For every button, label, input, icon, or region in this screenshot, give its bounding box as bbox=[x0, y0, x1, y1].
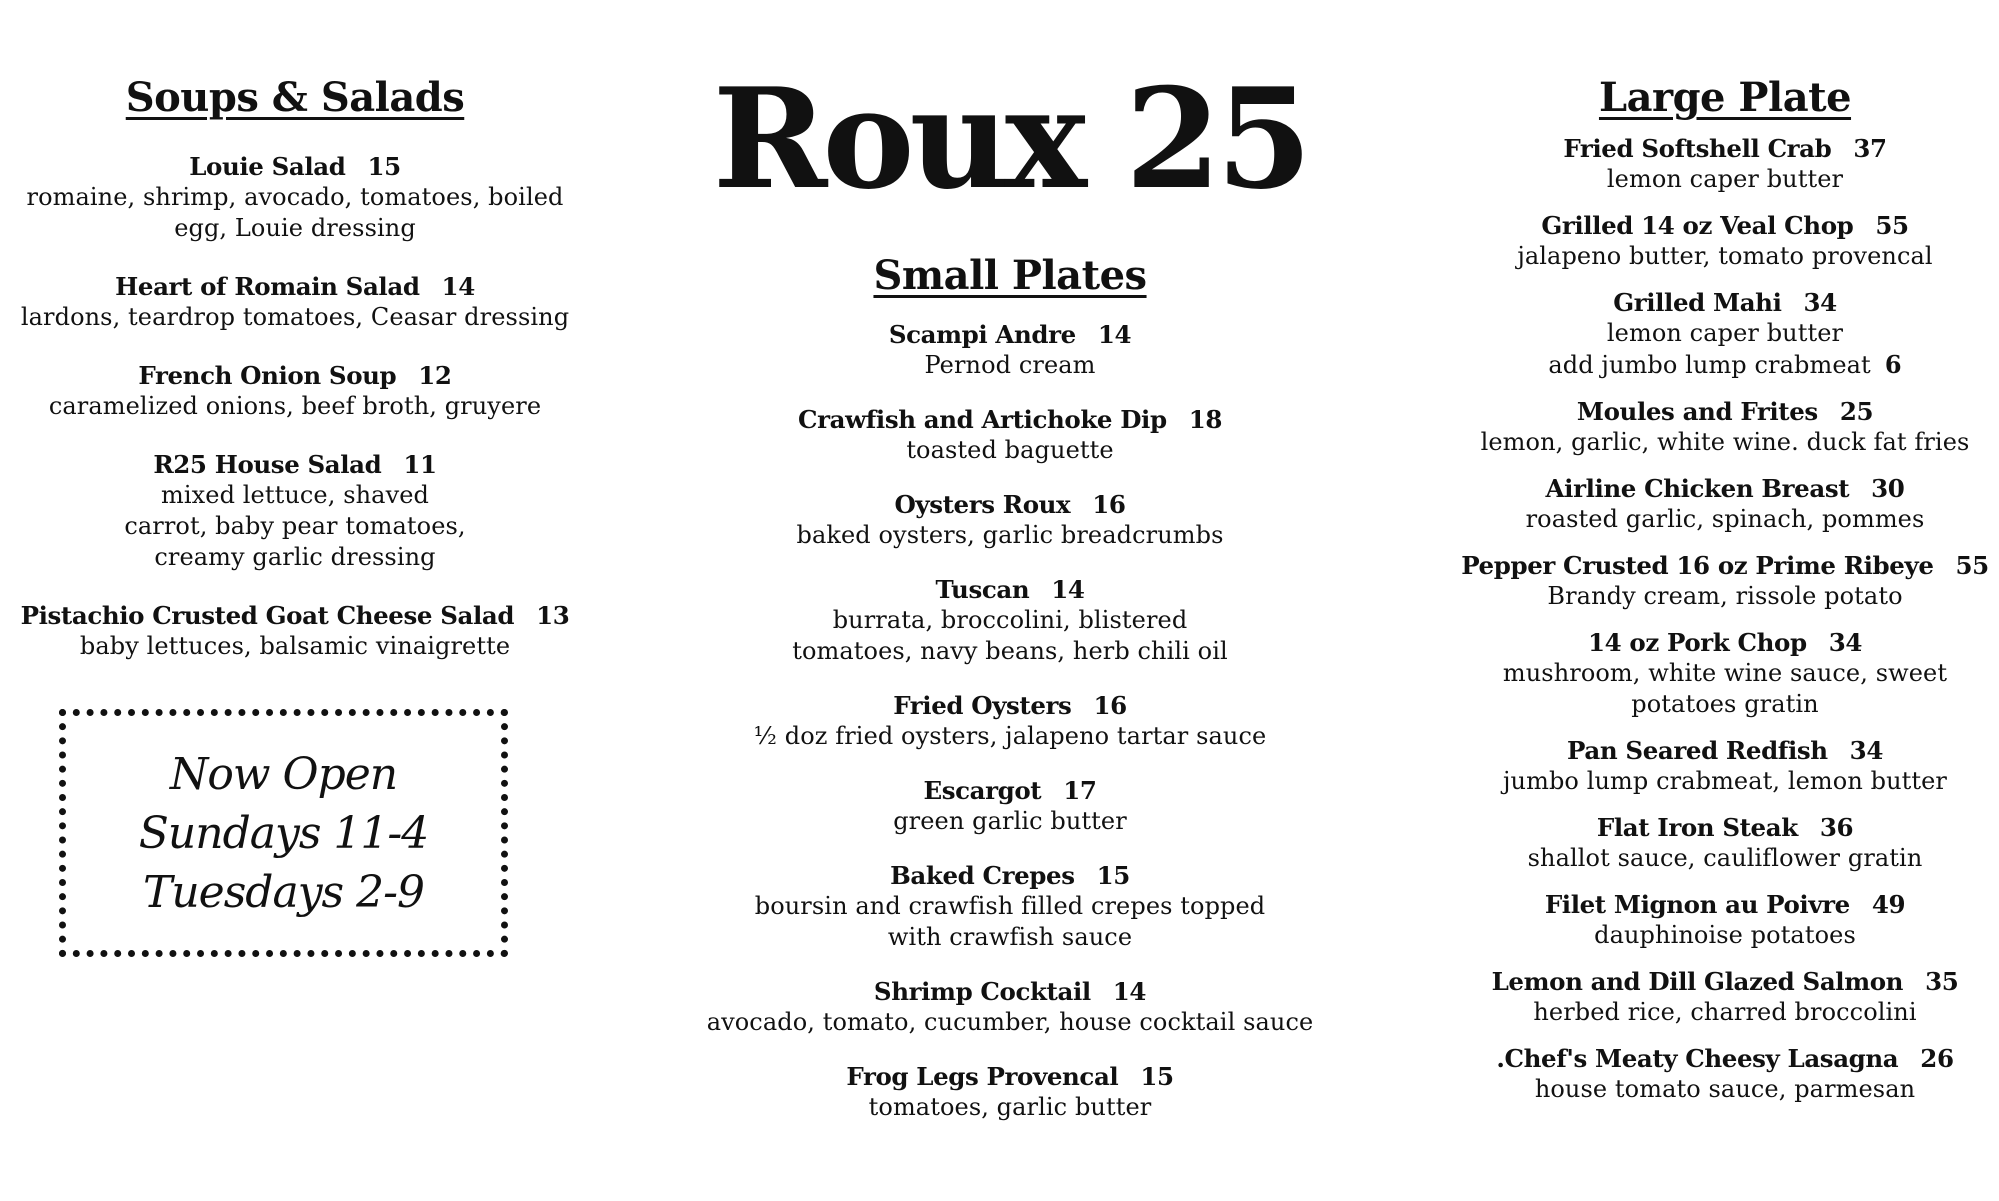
item-name: Louie Salad bbox=[189, 152, 346, 181]
item-description: Pernod cream bbox=[924, 351, 1096, 379]
item-price: 34 bbox=[1849, 736, 1883, 765]
item-description: burrata, broccolini, blistered tomatoes, navy beans, herb chili oil bbox=[792, 606, 1228, 665]
addon-price: 6 bbox=[1884, 350, 1902, 379]
item-name: Baked Crepes bbox=[890, 861, 1075, 890]
item-description: house tomato sauce, parmesan bbox=[1534, 1075, 1916, 1103]
item-description: tomatoes, garlic butter bbox=[868, 1093, 1152, 1121]
menu-item bbox=[1450, 1043, 1999, 1105]
menu-item bbox=[1450, 889, 1999, 951]
item-price: 55 bbox=[1875, 211, 1909, 240]
hours-tuesdays: Tuesdays 2-9 bbox=[143, 866, 424, 918]
menu-item bbox=[1450, 473, 1999, 535]
item-price: 17 bbox=[1063, 776, 1097, 805]
item-description: mushroom, white wine sauce, sweet potatoes gratin bbox=[1502, 659, 1948, 718]
item-price: 55 bbox=[1955, 551, 1989, 580]
item-name: Moules and Frites bbox=[1576, 397, 1818, 426]
hours-box bbox=[59, 709, 508, 957]
item-description: green garlic butter bbox=[893, 807, 1127, 835]
item-description: herbed rice, charred broccolini bbox=[1533, 998, 1917, 1026]
item-description: romaine, shrimp, avocado, tomatoes, boiled egg, Louie dressing bbox=[26, 183, 564, 242]
item-price: 18 bbox=[1188, 405, 1222, 434]
item-description: boursin and crawfish filled crepes topped with crawfish sauce bbox=[754, 892, 1266, 951]
item-price: 49 bbox=[1871, 890, 1906, 919]
item-price: 15 bbox=[1140, 1062, 1174, 1091]
addon-label: add jumbo lump crabmeat bbox=[1548, 351, 1871, 379]
item-name: Filet Mignon au Poivre bbox=[1544, 890, 1850, 919]
item-description: Brandy cream, rissole potato bbox=[1547, 582, 1903, 610]
item-description: roasted garlic, spinach, pommes bbox=[1525, 505, 1925, 533]
item-addon bbox=[1450, 349, 1999, 381]
item-price: 37 bbox=[1853, 134, 1887, 163]
item-name: Escargot bbox=[923, 776, 1042, 805]
item-price: 12 bbox=[418, 361, 452, 390]
menu-item bbox=[0, 600, 590, 662]
item-price: 15 bbox=[367, 152, 401, 181]
restaurant-name: Roux 25 bbox=[712, 57, 1308, 220]
item-price: 16 bbox=[1092, 490, 1126, 519]
item-description: lemon caper butter bbox=[1606, 165, 1844, 193]
menu-item bbox=[1450, 133, 1999, 195]
item-price: 26 bbox=[1920, 1044, 1954, 1073]
menu-item bbox=[700, 489, 1320, 551]
item-description: avocado, tomato, cucumber, house cocktail sauce bbox=[706, 1008, 1314, 1036]
item-description: shallot sauce, cauliflower gratin bbox=[1527, 844, 1923, 872]
hours-now-open: Now Open bbox=[169, 748, 398, 800]
item-name: Scampi Andre bbox=[888, 320, 1076, 349]
small-plates-column bbox=[700, 57, 1320, 1123]
item-description: lemon, garlic, white wine. duck fat fries bbox=[1480, 428, 1970, 456]
item-price: 15 bbox=[1096, 861, 1130, 890]
menu-item bbox=[700, 574, 1320, 667]
menu-item bbox=[700, 319, 1320, 381]
menu-item bbox=[0, 151, 590, 244]
item-price: 14 bbox=[1097, 320, 1132, 349]
item-description: mixed lettuce, shaved carrot, baby pear tomatoes, creamy garlic dressing bbox=[124, 481, 466, 571]
item-name: Grilled 14 oz Veal Chop bbox=[1541, 211, 1854, 240]
menu-item bbox=[700, 1061, 1320, 1123]
item-name: Oysters Roux bbox=[894, 490, 1071, 519]
menu-item bbox=[1450, 210, 1999, 272]
item-price: 14 bbox=[1051, 575, 1085, 604]
soups-salads-column bbox=[0, 74, 590, 662]
menu-item bbox=[1450, 812, 1999, 874]
item-name: Heart of Romain Salad bbox=[115, 272, 420, 301]
item-description: dauphinoise potatoes bbox=[1594, 921, 1856, 949]
item-name: Crawfish and Artichoke Dip bbox=[798, 405, 1167, 434]
item-description: toasted baguette bbox=[906, 436, 1114, 464]
item-name: .Chef's Meaty Cheesy Lasagna bbox=[1496, 1044, 1899, 1073]
item-description: lemon caper butter bbox=[1606, 319, 1844, 347]
large-plate-heading: Large Plate bbox=[1598, 74, 1852, 121]
item-description: caramelized onions, beef broth, gruyere bbox=[48, 392, 542, 420]
item-name: Frog Legs Provencal bbox=[846, 1062, 1119, 1091]
menu-item bbox=[0, 271, 590, 333]
menu-item bbox=[700, 404, 1320, 466]
large-plate-column bbox=[1450, 74, 1999, 1105]
item-name: Shrimp Cocktail bbox=[873, 977, 1091, 1006]
item-name: Lemon and Dill Glazed Salmon bbox=[1491, 967, 1904, 996]
small-plates-heading: Small Plates bbox=[873, 252, 1147, 299]
item-price: 35 bbox=[1925, 967, 1959, 996]
menu-item bbox=[1450, 966, 1999, 1028]
item-price: 16 bbox=[1093, 691, 1127, 720]
menu-item bbox=[700, 860, 1320, 953]
item-price: 30 bbox=[1871, 474, 1905, 503]
item-name: Pan Seared Redfish bbox=[1567, 736, 1828, 765]
item-price: 34 bbox=[1828, 628, 1862, 657]
item-name: Fried Oysters bbox=[893, 691, 1072, 720]
item-price: 36 bbox=[1819, 813, 1854, 842]
item-name: 14 oz Pork Chop bbox=[1587, 628, 1807, 657]
menu-item bbox=[700, 976, 1320, 1038]
menu-item bbox=[1450, 735, 1999, 797]
item-price: 13 bbox=[536, 601, 570, 630]
menu-item bbox=[1450, 627, 1999, 720]
item-price: 11 bbox=[403, 450, 437, 479]
item-name: Fried Softshell Crab bbox=[1563, 134, 1832, 163]
item-price: 14 bbox=[1112, 977, 1147, 1006]
item-name: Pepper Crusted 16 oz Prime Ribeye bbox=[1461, 551, 1934, 580]
item-name: Tuscan bbox=[935, 575, 1030, 604]
item-price: 34 bbox=[1803, 288, 1837, 317]
item-name: Grilled Mahi bbox=[1613, 288, 1782, 317]
item-description: ½ doz fried oysters, jalapeno tartar sauce bbox=[753, 722, 1267, 750]
hours-sundays: Sundays 11-4 bbox=[138, 807, 429, 859]
item-name: Airline Chicken Breast bbox=[1545, 474, 1850, 503]
soups-salads-heading: Soups & Salads bbox=[125, 74, 465, 121]
item-name: Flat Iron Steak bbox=[1596, 813, 1798, 842]
item-name: R25 House Salad bbox=[153, 450, 382, 479]
item-price: 14 bbox=[441, 272, 475, 301]
menu-item bbox=[1450, 396, 1999, 458]
menu-item bbox=[0, 449, 590, 573]
item-price: 25 bbox=[1839, 397, 1874, 426]
menu-item bbox=[700, 690, 1320, 752]
menu-item bbox=[1450, 287, 1999, 381]
menu-item bbox=[700, 775, 1320, 837]
item-description: jumbo lump crabmeat, lemon butter bbox=[1503, 767, 1947, 795]
item-description: lardons, teardrop tomatoes, Ceasar dressing bbox=[20, 303, 570, 331]
item-description: baby lettuces, balsamic vinaigrette bbox=[79, 632, 511, 660]
item-description: baked oysters, garlic breadcrumbs bbox=[796, 521, 1224, 549]
item-name: Pistachio Crusted Goat Cheese Salad bbox=[20, 601, 515, 630]
item-description: jalapeno butter, tomato provencal bbox=[1517, 242, 1933, 270]
menu-item bbox=[0, 360, 590, 422]
item-name: French Onion Soup bbox=[138, 361, 397, 390]
menu-item bbox=[1450, 550, 1999, 612]
